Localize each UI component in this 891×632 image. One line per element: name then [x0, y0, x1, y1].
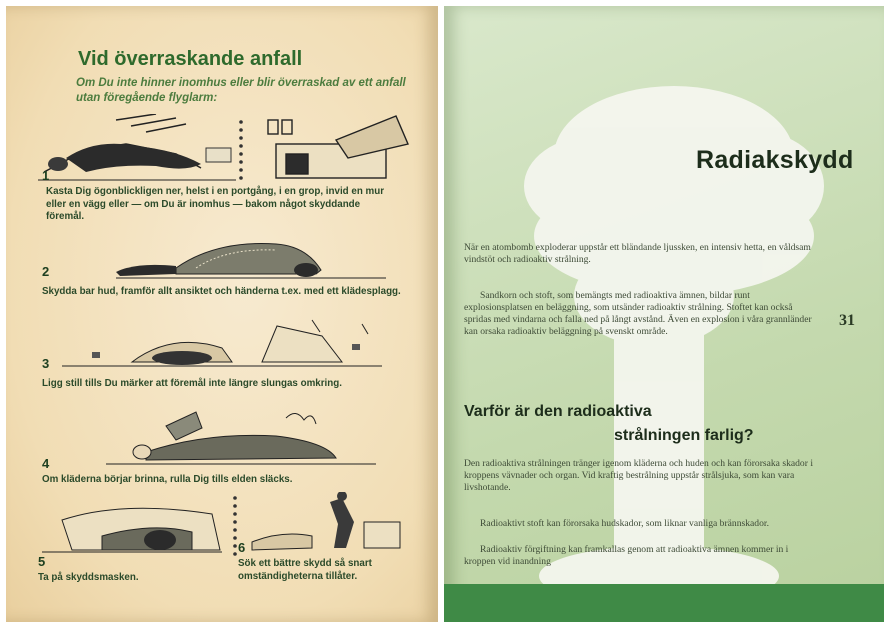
paragraph: Den radioaktiva strålningen tränger igenom kläderna och huden och kan förorsaka skador i kroppens vävnader och organ. Vid kraftig bestrålning uppstår strålsjuka, som kan vara livshotande.: [464, 458, 813, 493]
left-page-title: Vid överraskande anfall: [78, 48, 303, 70]
step-number: 4: [42, 456, 50, 471]
bottom-color-band: [444, 584, 884, 622]
right-page-title: Radiakskydd: [696, 146, 854, 174]
step-caption: Ta på skyddsmasken.: [38, 572, 139, 583]
step-caption: Kasta Dig ögonblickligen ner, helst i en portgång, i en grop, invid en mur eller en vägg eller — om Du är inomhus — bakom något skyddande föremål.: [46, 186, 385, 222]
step-caption: Om kläderna börjar brinna, rulla Dig tills elden släcks.: [42, 474, 293, 485]
step-number: 5: [38, 554, 46, 569]
left-page: [6, 6, 438, 622]
step-caption: Sök ett bättre skydd så snart omständigheterna tillåter.: [238, 558, 372, 582]
step-caption: Skydda bar hud, framför allt ansiktet och händerna t.ex. med ett klädesplagg.: [42, 286, 401, 297]
illustration-cover-skin: [106, 234, 396, 282]
section-heading-line: Varför är den radioaktiva: [464, 403, 652, 420]
illustration-mask-and-shelter: [42, 492, 412, 558]
paragraph: Radioaktiv förgiftning kan framkallas genom att radioaktiva ämnen kommer in i kroppen vid inandning: [464, 544, 789, 567]
paragraph: Sandkorn och stoft, som bemängts med radioaktiva ämnen, bildar runt explosionsplatsen en beläggning, som utsänder radioaktiv strålning. Stoftet kan också spridas med vindarna och falla ned på långt avstånd. Även en explosion i våra grannländer kan orsaka radioaktiv beläggning på svenskt område.: [464, 290, 812, 337]
step-number: 1: [42, 168, 50, 183]
illustration-dive-for-cover: [36, 114, 416, 184]
step-number: 6: [238, 540, 246, 555]
page-number: 31: [839, 312, 855, 329]
intro-paragraph: När en atombomb exploderar uppstår ett bländande ljussken, en intensiv hetta, en våldsam vindstöt och radioaktiv strålning.: [464, 242, 811, 265]
left-page-subtitle: Om Du inte hinner inomhus eller blir överraskad av ett anfall utan föregående flyglarm:: [76, 77, 406, 104]
section-heading: [464, 400, 824, 448]
paragraph: Radioaktivt stoft kan förorsaka hudskador, som liknar vanliga brännskador.: [480, 518, 769, 529]
illustration-roll-to-extinguish: [106, 406, 386, 470]
section-heading-line: strålningen farlig?: [614, 427, 754, 444]
illustration-lie-still: [62, 318, 392, 372]
right-page: [444, 6, 884, 622]
step-caption: Ligg still tills Du märker att föremål inte längre slungas omkring.: [42, 378, 342, 389]
step-number: 3: [42, 356, 50, 371]
step-number: 2: [42, 264, 50, 279]
